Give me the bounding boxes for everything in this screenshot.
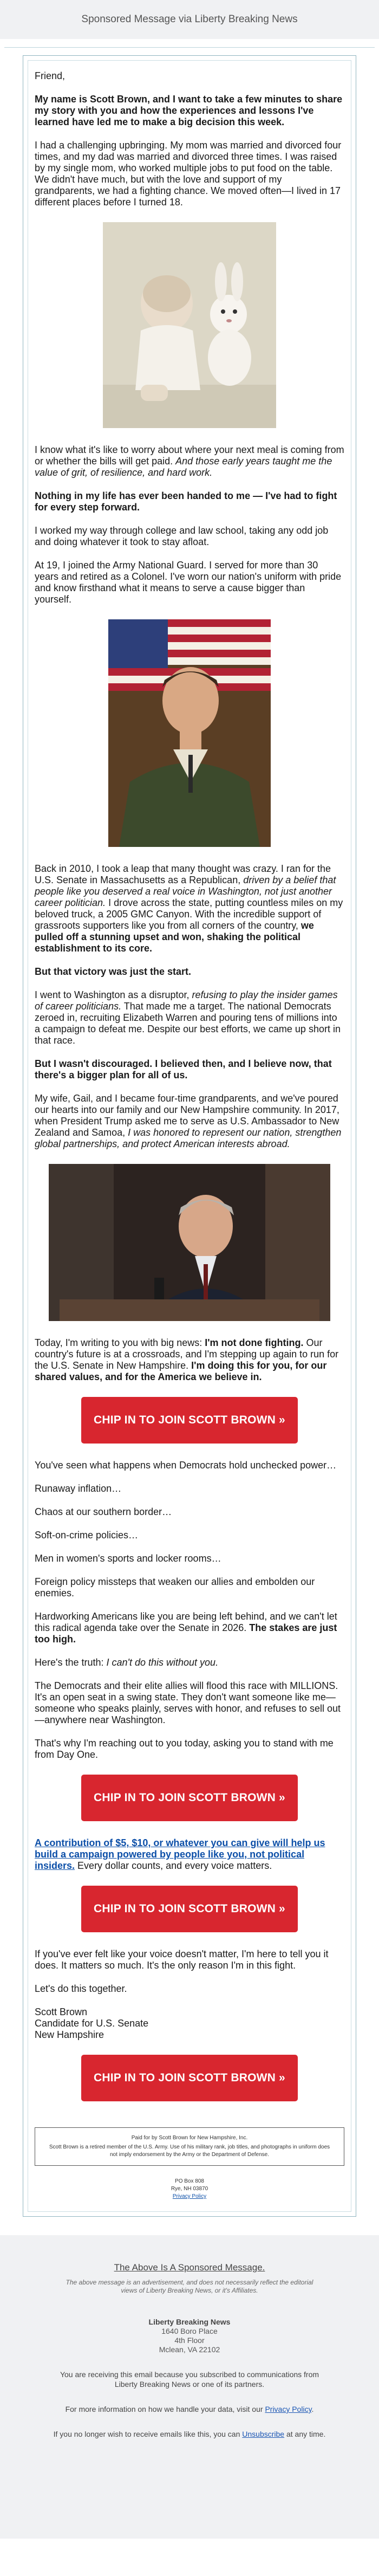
privacy-policy-link[interactable]: Privacy Policy xyxy=(172,2193,207,2199)
chip-in-button[interactable]: CHIP IN TO JOIN SCOTT BROWN » xyxy=(81,1397,298,1444)
publisher-address xyxy=(22,2318,357,2354)
hardworking-paragraph: Hardworking Americans like you are being left behind, and we can't let this radical agenda take over the Senate in 2026. The stakes are just too high. xyxy=(35,1611,337,1645)
intro-paragraph: My name is Scott Brown, and I want to take a few minutes to share my story with you and how the experiences and lessons I've learned have led me to make a big decision this week. xyxy=(35,94,343,127)
po-box-line: PO Box 808 xyxy=(175,2178,204,2184)
signature-name: Scott Brown xyxy=(35,2007,88,2017)
national-guard-paragraph: At 19, I joined the Army National Guard. I served for more than 30 years and retired as a Colonel. I've worn our nation's uniform with pride and know firsthand what it means to serve a cause bigger than yourself. xyxy=(35,560,342,605)
publisher-name: Liberty Breaking News xyxy=(148,2318,231,2326)
data-handling-text: For more information on how we handle your data, visit our Privacy Policy. xyxy=(65,2405,314,2413)
worry-paragraph: I know what it's like to worry about where your next meal is coming from or whether the bills will get paid. And those early years taught me the value of grit, of resilience, and hard work. xyxy=(35,444,344,478)
unchecked-power-paragraph: You've seen what happens when Democrats hold unchecked power… xyxy=(35,1460,337,1471)
divider xyxy=(4,39,375,48)
sponsored-header-title: Sponsored Message via Liberty Breaking News xyxy=(81,14,298,25)
disruptor-paragraph: I went to Washington as a disruptor, refusing to play the insider games of career politicians. That made me a target. The national Democrats zeroed in, recruiting Elizabeth Warren and pouring tens of millions into a campaign to defeat me. Despite our best efforts, we came up short in that race. xyxy=(35,989,341,1046)
sponsored-header xyxy=(0,0,379,39)
victory-paragraph: But that victory was just the start. xyxy=(35,966,192,977)
crime-paragraph: Soft-on-crime policies… xyxy=(35,1530,139,1541)
unsubscribe-link[interactable]: Unsubscribe xyxy=(242,2430,285,2438)
together-paragraph: Let's do this together. xyxy=(35,1983,127,1994)
family-paragraph: My wife, Gail, and I became four-time grandparents, and we've poured our hearts into our family and our New Hampshire community. In 2017, when President Trump asked me to serve as U.S. Ambassador to New Zealand and Samoa, I was honored to represent our nation, strengthen global partnerships, and protect American interests abroad. xyxy=(35,1093,342,1149)
democrats-paragraph: The Democrats and their elite allies will flood this race with MILLIONS. It's an open seat in a swing state. They don't want someone like me—someone who speaks plainly, serves with honor, and refuses to sell out—anywhere near Washington. xyxy=(35,1680,341,1725)
po-city-line: Rye, NH 03870 xyxy=(171,2186,208,2192)
soldier-photo xyxy=(108,619,271,847)
photo-senate-wrap xyxy=(35,1164,344,1321)
chip-in-button[interactable]: CHIP IN TO JOIN SCOTT BROWN » xyxy=(81,2055,298,2101)
contribution-link[interactable]: A contribution of $5, $10, or whatever you can give will help us build a campaign powered by people like you, not political insiders. xyxy=(35,1837,325,1871)
senate-photo xyxy=(49,1164,330,1321)
cta-wrap-4 xyxy=(35,2055,344,2101)
photo-baby-wrap xyxy=(35,222,344,428)
signature xyxy=(35,2007,344,2041)
email-body xyxy=(28,60,351,2212)
greeting: Friend, xyxy=(35,70,66,81)
photo-soldier-wrap xyxy=(35,619,344,847)
upbringing-paragraph: I had a challenging upbringing. My mom was married and divorced four times, and my dad was married and divorced three times. I was raised by my single mom, who worked multiple jobs to put food on the table. We didn't have much, but with the love and support of my grandparents, we had a fighting chance. We moved often—I lived in 17 different places before I turned 18. xyxy=(35,140,342,208)
announcement-paragraph: Today, I'm writing to you with big news: I'm not done fighting. Our country's future is at a crossroads, and I'm stepping up again to run for the U.S. Senate in New Hampshire. I'm doing this for you, for our shared values, and for the America we believe in. xyxy=(35,1337,339,1382)
worked-paragraph: I worked my way through college and law school, taking any odd job and doing whatever it took to stay afloat. xyxy=(35,525,329,547)
cta-wrap-1 xyxy=(35,1397,344,1444)
chip-in-button[interactable]: CHIP IN TO JOIN SCOTT BROWN » xyxy=(81,1886,298,1932)
cta-wrap-3 xyxy=(35,1886,344,1932)
foreign-policy-paragraph: Foreign policy missteps that weaken our allies and embolden our enemies. xyxy=(35,1576,315,1598)
sports-paragraph: Men in women's sports and locker rooms… xyxy=(35,1553,221,1564)
truth-paragraph: Here's the truth: I can't do this without you. xyxy=(35,1657,219,1668)
chip-in-button[interactable]: CHIP IN TO JOIN SCOTT BROWN » xyxy=(81,1775,298,1821)
email-frame xyxy=(23,55,356,2217)
military-disclaimer-text: Scott Brown is a retired member of the U.S. Army. Use of his military rank, job titles, and photographs in uniform does not imply endorsement by the Army or the Department of Defense. xyxy=(49,2144,330,2158)
subscription-reason: You are receiving this email because you subscribed to communications from Liberty Breaking News or one of its partners. xyxy=(60,2370,319,2389)
unsubscribe-text: If you no longer wish to receive emails like this, you can Unsubscribe at any time. xyxy=(53,2430,326,2438)
po-box-block xyxy=(35,2178,344,2200)
paid-for-text: Paid for by Scott Brown for New Hampshire, Inc. xyxy=(131,2135,248,2141)
inflation-paragraph: Runaway inflation… xyxy=(35,1483,122,1494)
border-paragraph: Chaos at our southern border… xyxy=(35,1506,172,1517)
signature-title: Candidate for U.S. Senate xyxy=(35,2018,149,2029)
voice-paragraph: If you've ever felt like your voice doesn't matter, I'm here to tell you it does. It matters so much. It's the only reason I'm in this fight. xyxy=(35,1949,329,1971)
sponsored-notice-text: The above message is an advertisement, and does not necessarily reflect the editorial views of Liberty Breaking News, or it's Affiliates. xyxy=(66,2279,313,2294)
paid-for-disclaimer xyxy=(35,2127,344,2166)
address-line: Mclean, VA 22102 xyxy=(159,2345,220,2354)
baby-photo xyxy=(103,222,276,428)
nothing-handed-paragraph: Nothing in my life has ever been handed to me — I've had to fight for every step forward. xyxy=(35,490,337,513)
sponsored-notice-heading: The Above Is A Sponsored Message. xyxy=(114,2262,265,2273)
address-line: 4th Floor xyxy=(174,2336,205,2345)
contribution-paragraph: A contribution of $5, $10, or whatever you can give will help us build a campaign powered by people like you, not political insiders. Every dollar counts, and every voice matters. xyxy=(35,1837,325,1871)
reaching-out-paragraph: That's why I'm reaching out to you today, asking you to stand with me from Day One. xyxy=(35,1738,334,1760)
senate-2010-paragraph: Back in 2010, I took a leap that many thought was crazy. I ran for the U.S. Senate in Massachusetts as a Republican, driven by a belief that people like you deserved a real voice in Washington, not just another career politician. I drove across the state, putting countless miles on my beloved truck, a 2005 GMC Canyon. With the incredible support of grassroots supporters like you from all corners of the country, we pulled off a stunning upset and won, shaking the political establishment to its core. xyxy=(35,863,343,954)
address-line: 1640 Boro Place xyxy=(161,2327,218,2335)
discouraged-paragraph: But I wasn't discouraged. I believed then, and I believe now, that there's a bigger plan for all of us. xyxy=(35,1058,332,1080)
cta-wrap-2 xyxy=(35,1775,344,1821)
signature-state: New Hampshire xyxy=(35,2029,104,2040)
footer-privacy-link[interactable]: Privacy Policy xyxy=(265,2405,312,2413)
newsletter-footer xyxy=(0,2235,379,2539)
